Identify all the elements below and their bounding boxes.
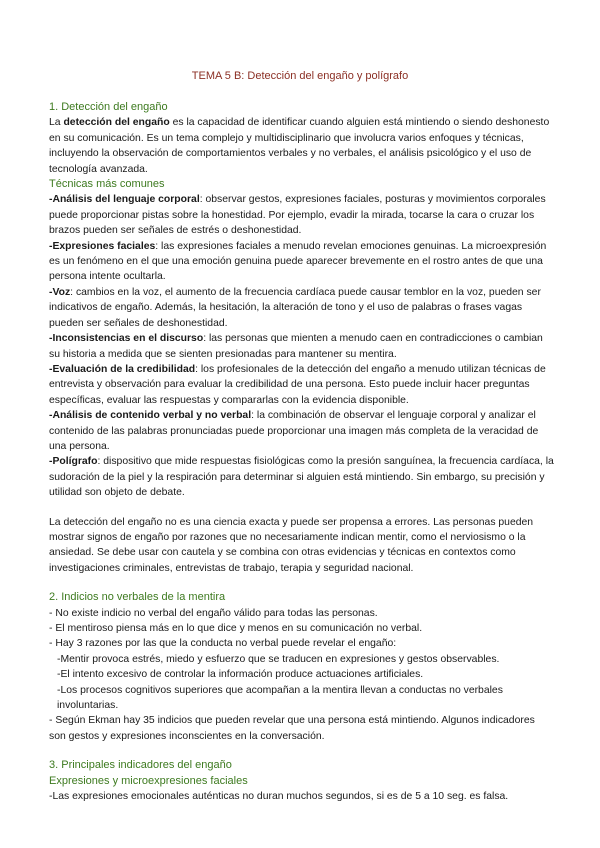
technique-item (49, 408, 554, 454)
intro-text-pre: La (49, 117, 64, 129)
technique-item (49, 331, 554, 362)
section-1-intro (49, 115, 554, 177)
technique-desc: : dispositivo que mide respuestas fisiológicas como la presión sanguínea, la frecuencia cardíaca, la sudoración de la piel y la respiración para determinar si alguien está mintiendo. Sin embargo, su precisión y utilidad son objeto de debate. (49, 456, 554, 499)
technique-item (49, 192, 554, 238)
section-1-heading: 1. Detección del engaño (49, 101, 168, 113)
technique-name: -Polígrafo (49, 456, 98, 468)
list-item: - No existe indicio no verbal del engaño válido para todas las personas. (49, 607, 378, 619)
technique-item (49, 285, 554, 331)
ekman-item: - Según Ekman hay 35 indicios que pueden revelar que una persona está mintiendo. Algunos indicadores son gestos y expresiones inconscientes en la conversación. (49, 715, 535, 742)
technique-desc: : cambios en la voz, el aumento de la frecuencia cardíaca puede causar temblor en la voz, pueden ser indicativos de engaño. Además, la hesitación, la alteración de tono y el uso de palabras o frases vagas pueden ser señales de deshonestidad. (49, 286, 541, 329)
document-body (49, 100, 554, 804)
technique-name: -Análisis del lenguaje corporal (49, 194, 200, 206)
technique-item (49, 239, 554, 285)
technique-desc: : las personas que mienten a menudo caen en contradicciones o cambian su historia a medida que se sienten presionadas para mantener su mentira. (49, 333, 543, 360)
list-item: - Hay 3 razones por las que la conducta no verbal puede revelar el engaño: (49, 638, 397, 650)
technique-name: -Evaluación de la credibilidad (49, 363, 196, 375)
reason-item: -Los procesos cognitivos superiores que acompañan a la mentira llevan a conductas no verbales involuntarias. (57, 684, 503, 712)
section-3-line: -Las expresiones emocionales auténticas no duran muchos segundos, si es de 5 a 10 seg. es falsa. (49, 791, 509, 803)
reason-item: -Mentir provoca estrés, miedo y esfuerzo que se traducen en expresiones y gestos observables. (57, 653, 500, 665)
technique-name: -Voz (49, 286, 71, 298)
intro-text-post: es la capacidad de identificar cuando alguien está mintiendo o siendo deshonesto en su comunicación. Es un tema complejo y multidisciplinario que involucra varios enfoques y técnicas, incluyendo la observación de comportamientos verbales y no verbales, el análisis psicológico y el uso de tecnología avanzada. (49, 117, 550, 175)
technique-desc: : observar gestos, expresiones faciales, posturas y movimientos corporales puede proporcionar pistas sobre la honestidad. Por ejemplo, evadir la mirada, tocarse la cara o cruzar los brazos pueden ser señales de estrés o deshonestidad. (49, 194, 546, 237)
section-2-heading: 2. Indicios no verbales de la mentira (49, 591, 226, 604)
document-title: TEMA 5 B: Detección del engaño y polígrafo (191, 70, 409, 82)
technique-desc: : la combinación de observar el lenguaje corporal y analizar el contenido de las palabras pronunciadas puede proporcionar una imagen más completa de la veracidad de una persona. (49, 410, 539, 452)
technique-name: -Inconsistencias en el discurso (49, 333, 204, 345)
section-3-heading: 3. Principales indicadores del engaño (49, 759, 232, 772)
technique-name: -Análisis de contenido verbal y no verbal (49, 410, 252, 422)
techniques-subheading: Técnicas más comunes (49, 178, 165, 191)
technique-item (49, 454, 554, 500)
technique-desc: : las expresiones faciales a menudo revelan emociones genuinas. La microexpresión es un fenómeno en el que una emoción genuina puede aparecer brevemente en el rostro antes de que una persona intente ocultarla. (49, 240, 547, 283)
section-3-subheading: Expresiones y microexpresiones faciales (49, 774, 248, 787)
technique-item (49, 362, 554, 408)
section-1-closing: La detección del engaño no es una ciencia exacta y puede ser propensa a errores. Las personas pueden mostrar signos de engaño por razones que no necesariamente indican mentir, como el nerviosismo o la ansiedad. Se debe usar con cautela y se combina con otras evidencias y técnicas en contextos como investigaciones criminales, entrevistas de trabajo, terapia y seguridad nacional. (49, 516, 534, 574)
intro-bold-term: detección del engaño (63, 117, 170, 129)
list-item: - El mentiroso piensa más en lo que dice y menos en su comunicación no verbal. (49, 623, 423, 634)
technique-name: -Expresiones faciales (49, 240, 156, 252)
reason-item: -El intento excesivo de controlar la información produce actuaciones artificiales. (57, 669, 424, 681)
technique-desc: : los profesionales de la detección del engaño a menudo utilizan técnicas de entrevista y observación para evaluar la credibilidad de una persona. Esto puede incluir hacer preguntas específicas, evaluar las respuestas y compararlas con la evidencia disponible. (49, 363, 546, 406)
